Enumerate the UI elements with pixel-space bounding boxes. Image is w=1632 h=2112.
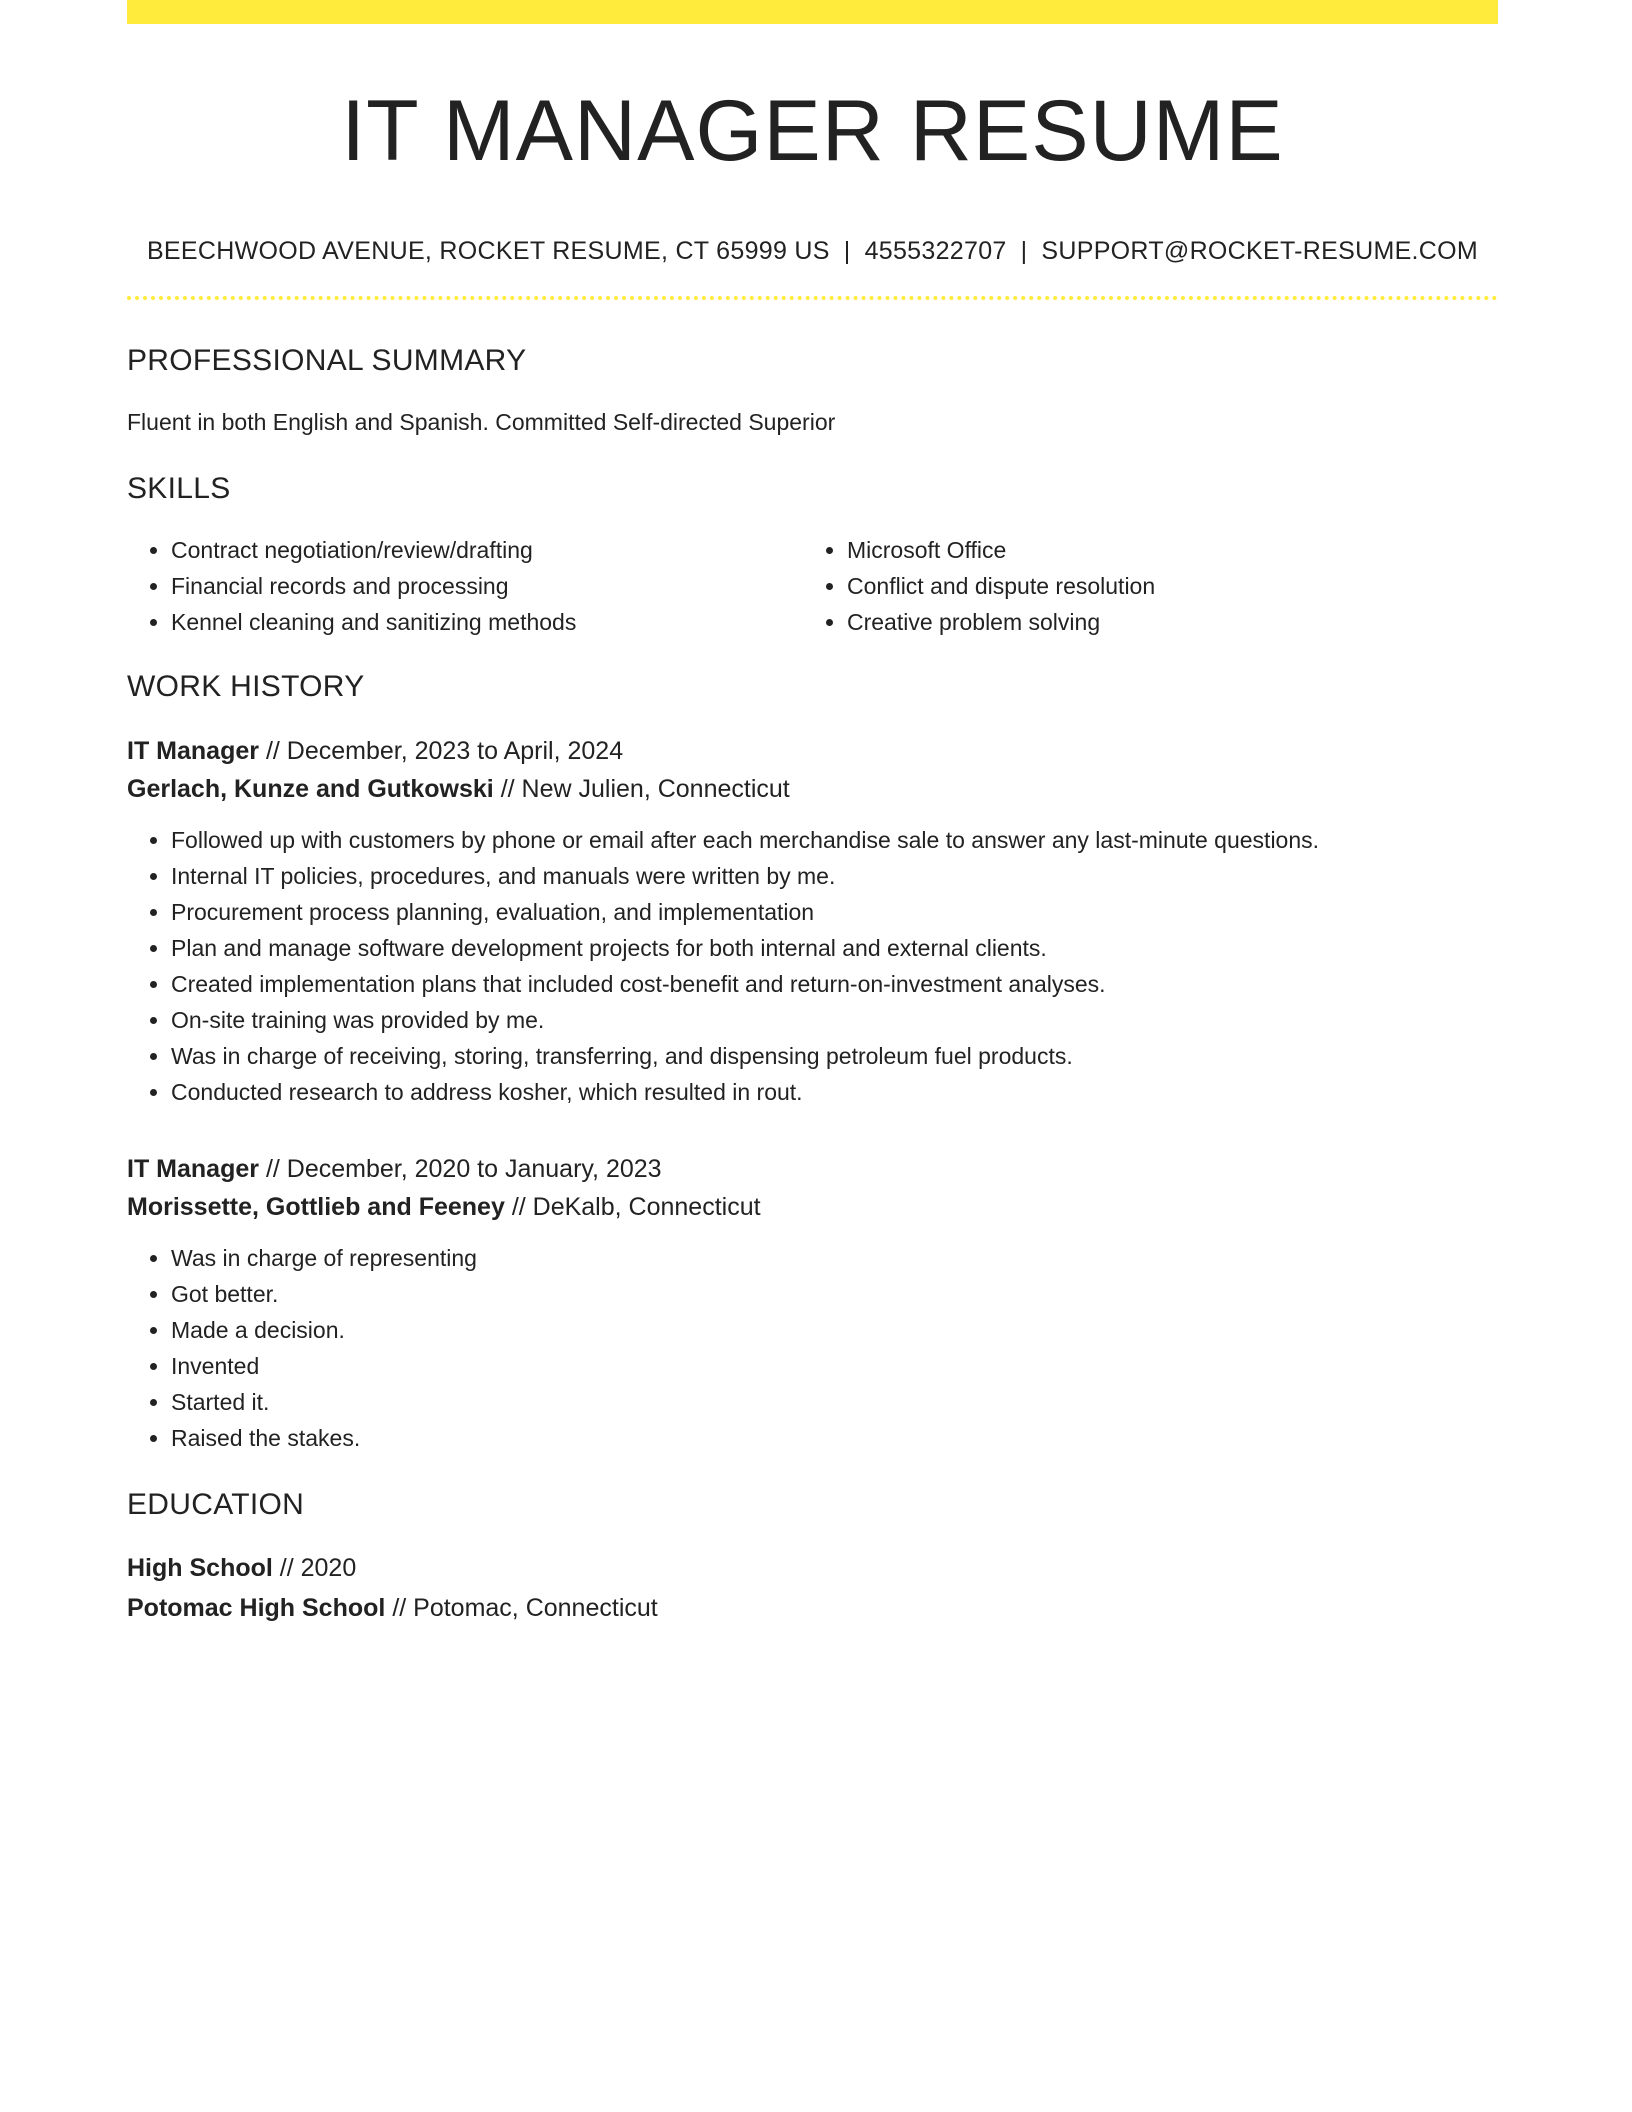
top-accent-bar (127, 0, 1498, 24)
skill-item: • Conflict and dispute resolution (847, 568, 1479, 604)
summary-text: Fluent in both English and Spanish. Committed Self-directed Superior (127, 408, 836, 435)
job-location: // New Julien, Connecticut (500, 774, 790, 803)
job-bullet: • Was in charge of receiving, storing, transferring, and dispensing petroleum fuel products. (171, 1038, 1498, 1074)
education-year: // 2020 (279, 1553, 357, 1582)
job-bullet: • On-site training was provided by me. (171, 1002, 1498, 1038)
education-entry (127, 1548, 1498, 1628)
education-school-line (127, 1588, 1498, 1628)
job-bullet: • Followed up with customers by phone or email after each merchandise sale to answer any last-minute questions. (171, 822, 1498, 858)
job-company: Gerlach, Kunze and Gutkowski (127, 774, 494, 803)
job-title-line (127, 732, 1498, 770)
skill-item: • Microsoft Office (847, 532, 1479, 568)
skill-item: • Contract negotiation/review/drafting (171, 532, 803, 568)
dotted-divider (127, 296, 1498, 300)
job-entry (127, 1150, 1498, 1456)
education-school: Potomac High School (127, 1593, 386, 1622)
skills-columns (127, 532, 1498, 640)
job-bullet: • Invented (171, 1348, 1498, 1384)
job-bullet: • Procurement process planning, evaluation, and implementation (171, 894, 1498, 930)
job-bullet: • Made a decision. (171, 1312, 1498, 1348)
job-bullets (127, 1240, 1498, 1456)
education-heading: EDUCATION (127, 1487, 305, 1521)
job-entry (127, 732, 1498, 1110)
contact-separator: | (1020, 236, 1028, 265)
job-bullet: • Was in charge of representing (171, 1240, 1498, 1276)
contact-phone: 4555322707 (864, 236, 1007, 265)
job-bullets (127, 822, 1498, 1110)
job-bullet: • Got better. (171, 1276, 1498, 1312)
job-company-line (127, 1188, 1498, 1226)
job-location: // DeKalb, Connecticut (511, 1192, 761, 1221)
job-title: IT Manager (127, 736, 259, 765)
contact-separator: | (843, 236, 851, 265)
job-bullet: • Raised the stakes. (171, 1420, 1498, 1456)
contact-address: BEECHWOOD AVENUE, ROCKET RESUME, CT 65999 US (146, 236, 830, 265)
contact-line (127, 237, 1498, 266)
education-degree-line (127, 1548, 1498, 1588)
job-company-line (127, 770, 1498, 808)
job-bullet: • Created implementation plans that included cost-benefit and return-on-investment analyses. (171, 966, 1498, 1002)
job-title: IT Manager (127, 1154, 259, 1183)
job-dates: // December, 2023 to April, 2024 (265, 736, 624, 765)
job-bullet: • Internal IT policies, procedures, and manuals were written by me. (171, 858, 1498, 894)
job-bullet: • Plan and manage software development projects for both internal and external clients. (171, 930, 1498, 966)
skills-list-left (127, 532, 803, 640)
work-history-heading: WORK HISTORY (127, 669, 365, 703)
contact-email: SUPPORT@ROCKET-RESUME.COM (1041, 236, 1479, 265)
job-company: Morissette, Gottlieb and Feeney (127, 1192, 505, 1221)
skill-item: • Kennel cleaning and sanitizing methods (171, 604, 803, 640)
education-degree: High School (127, 1553, 273, 1582)
skills-list-right (803, 532, 1479, 640)
skills-heading: SKILLS (127, 471, 231, 505)
resume-title: IT MANAGER RESUME (341, 83, 1284, 179)
job-bullet: • Started it. (171, 1384, 1498, 1420)
summary-heading: PROFESSIONAL SUMMARY (127, 343, 527, 377)
education-location: // Potomac, Connecticut (392, 1593, 658, 1622)
skill-item: • Creative problem solving (847, 604, 1479, 640)
job-bullet: • Conducted research to address kosher, which resulted in rout. (171, 1074, 1498, 1110)
job-dates: // December, 2020 to January, 2023 (265, 1154, 662, 1183)
skill-item: • Financial records and processing (171, 568, 803, 604)
resume-page (127, 0, 1498, 1628)
job-title-line (127, 1150, 1498, 1188)
